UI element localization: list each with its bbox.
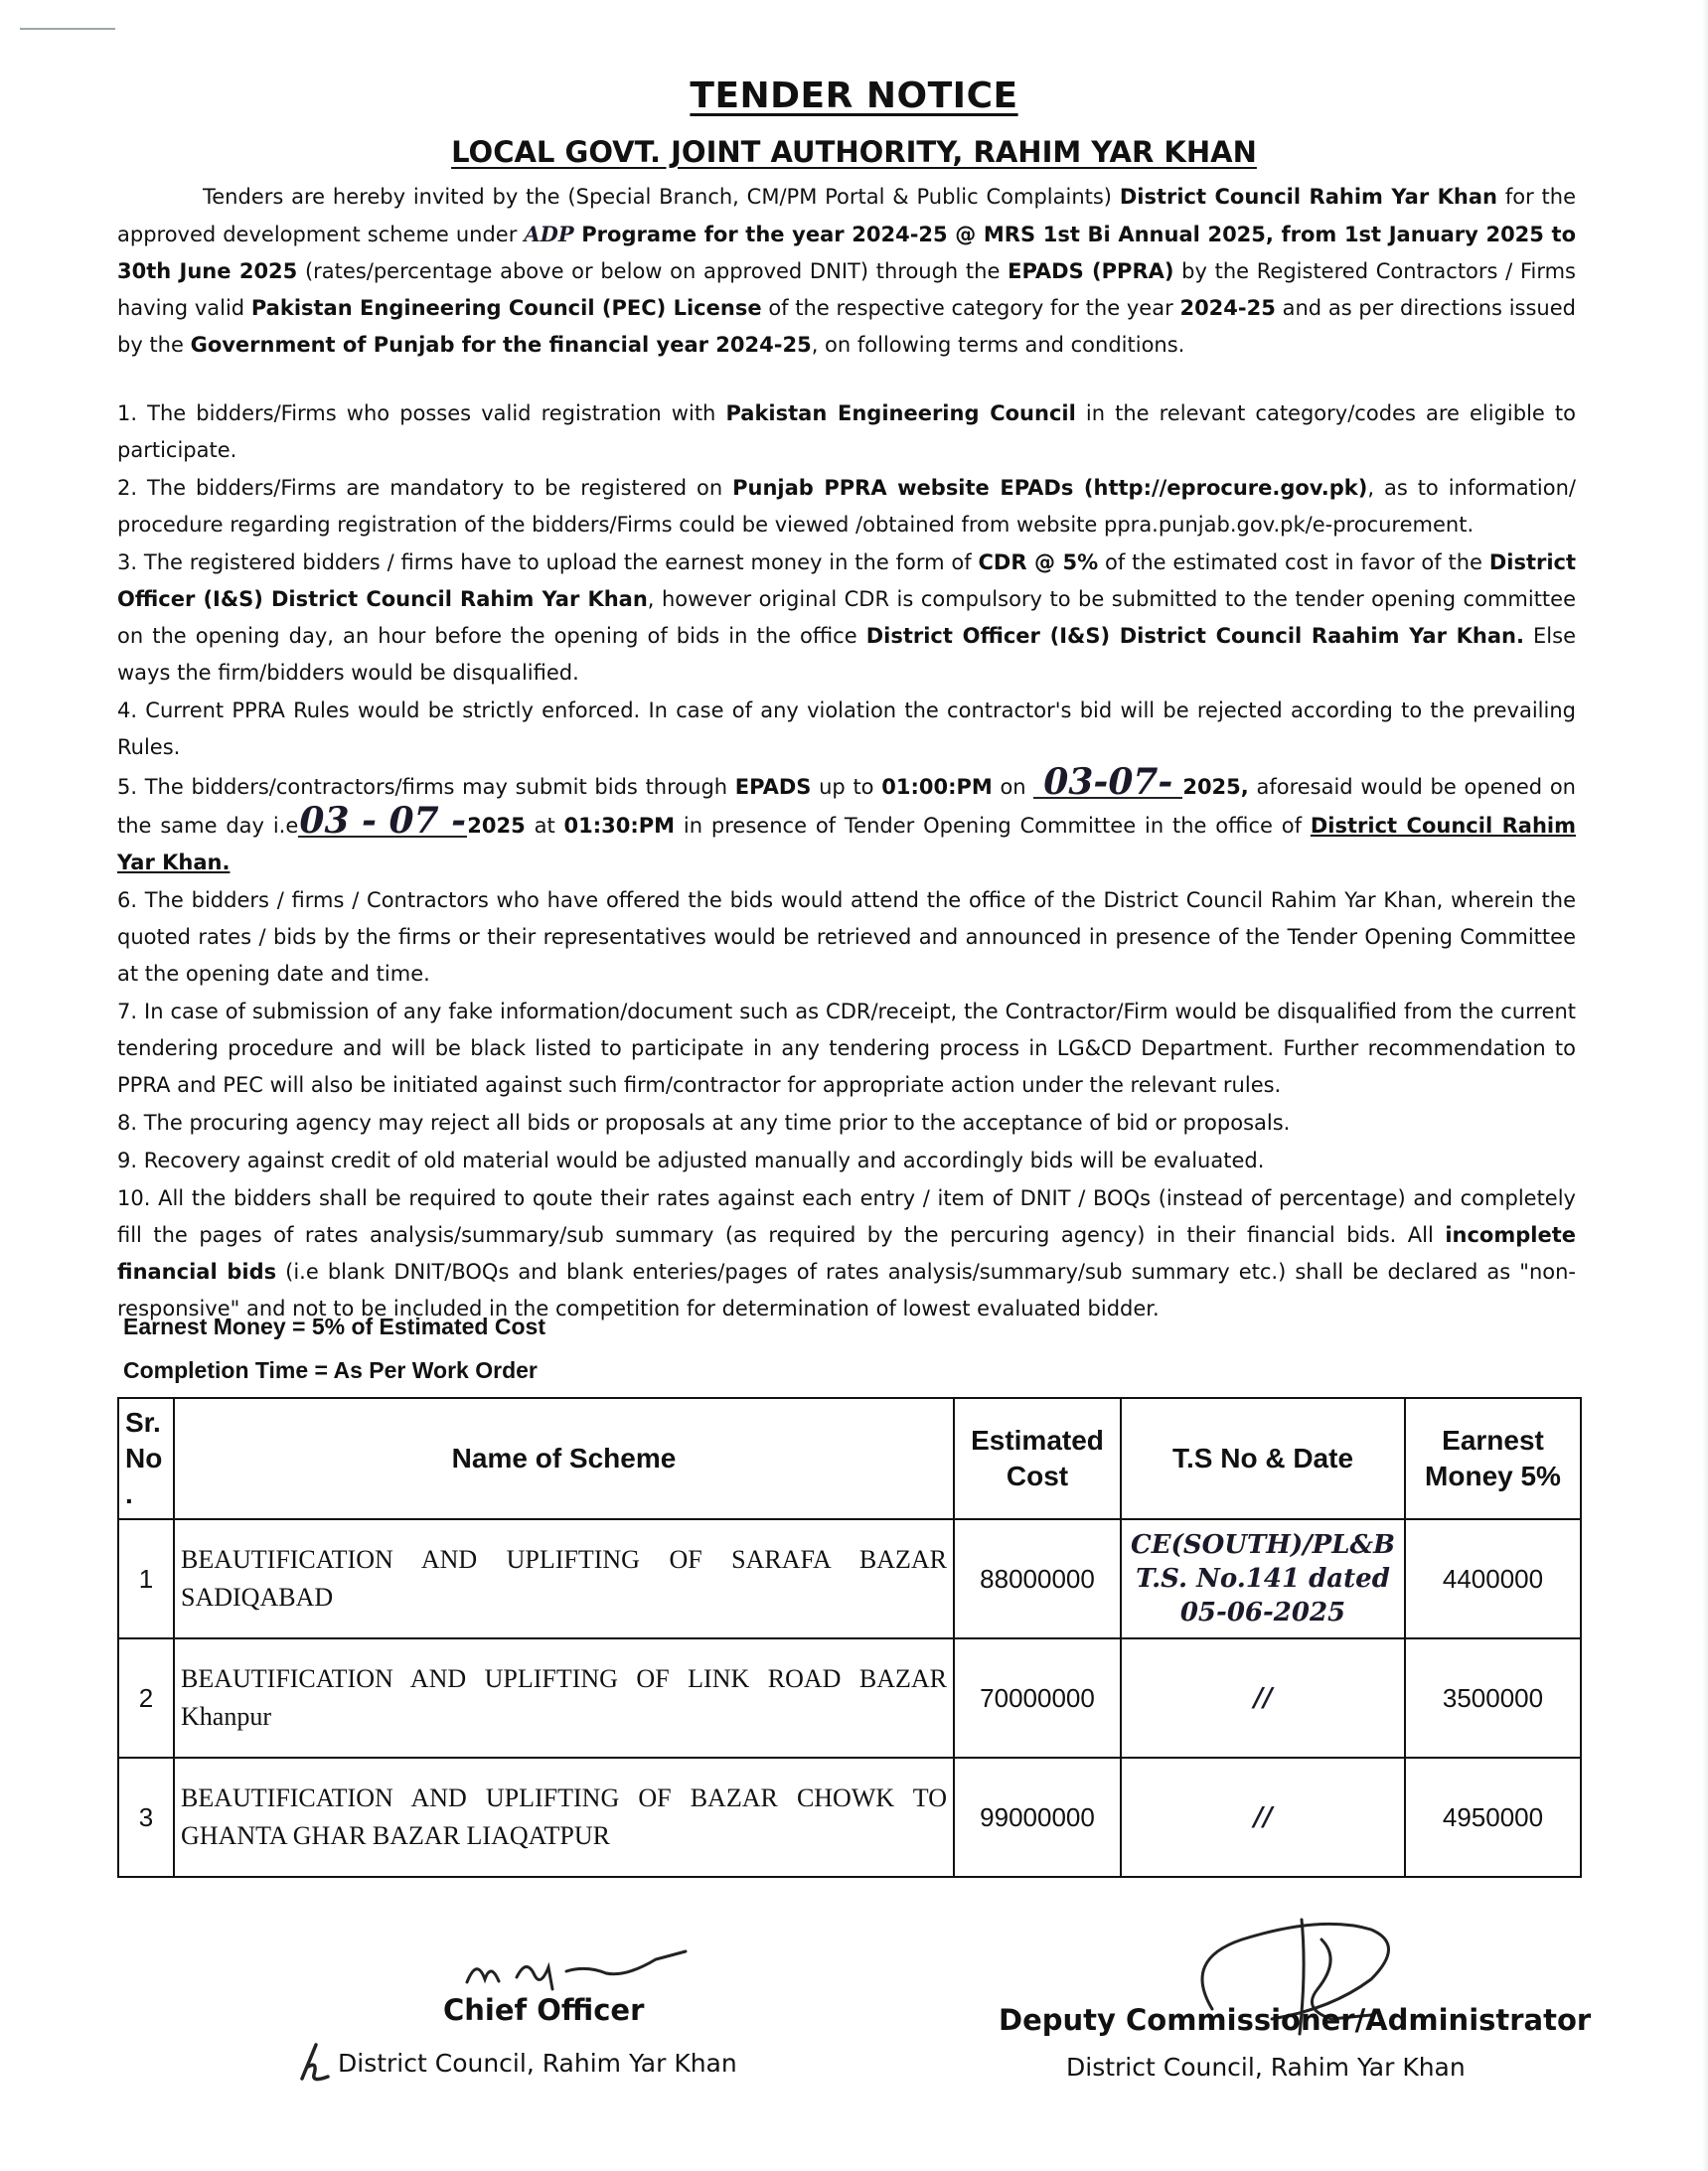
row-cost: 99000000 — [954, 1758, 1121, 1877]
earnest-money-line: Earnest Money = 5% of Estimated Cost — [123, 1314, 545, 1339]
ts-line-3: 05-06-2025 — [1179, 1598, 1346, 1628]
table-row — [118, 1519, 1581, 1638]
terms-list — [117, 395, 1576, 1328]
handwritten-date-1: 03-07- — [1033, 767, 1182, 799]
deputy-commissioner-title: Deputy Commissioner/Administrator — [999, 2003, 1592, 2037]
term-7: 7. In case of submission of any fake information/document such as CDR/receipt, the Contractor/Firm would be disqualified from the current tendering procedure and will be black listed to participate in any tendering process in LG&CD Department. Further recommendation to PPRA and PEC will also be initiated against such firm/contractor for appropriate action under the relevant rules. — [117, 1000, 1576, 1097]
term-9: 9. Recovery against credit of old material would be adjusted manually and accordingly bids will be evaluated. — [117, 1149, 1265, 1172]
schemes-table — [117, 1397, 1582, 1878]
handwritten-adp: ADP — [524, 222, 574, 246]
row-earnest: 3500000 — [1405, 1638, 1581, 1758]
row-scheme-name: BEAUTIFICATION AND UPLIFTING OF LINK ROAD BAZAR Khanpur — [174, 1638, 954, 1758]
row-cost: 70000000 — [954, 1638, 1121, 1758]
table-header-row — [118, 1398, 1581, 1519]
row-scheme-name: BEAUTIFICATION AND UPLIFTING OF SARAFA BAZAR SADIQABAD — [174, 1519, 954, 1638]
table-row — [118, 1638, 1581, 1758]
header-cost: Estimated Cost — [954, 1398, 1121, 1519]
chief-officer-office: District Council, Rahim Yar Khan — [338, 2049, 737, 2078]
page-title: TENDER NOTICE — [690, 76, 1018, 116]
ts-line-1: CE(SOUTH)/PL&B — [1131, 1530, 1395, 1560]
completion-time-line: Completion Time = As Per Work Order — [123, 1357, 538, 1383]
term-5: 5. The bidders/contractors/firms may submit bids through EPADS up to 01:00:PM on 03-07- 2025, aforesaid would be opened on the same day i.e03 - 07 -2025 at 01:30:PM in presence of Tender Opening Committee in the office of District Council Rahim Yar Khan. — [117, 761, 1576, 874]
row-earnest: 4400000 — [1405, 1519, 1581, 1638]
page-subtitle: LOCAL GOVT. JOINT AUTHORITY, RAHIM YAR KHAN — [451, 135, 1257, 169]
scan-corner-mark — [20, 28, 115, 30]
row-srno: 3 — [118, 1758, 174, 1877]
term-6: 6. The bidders / firms / Contractors who have offered the bids would attend the office of the District Council Rahim Yar Khan, wherein the quoted rates / bids by the firms or their representatives would be retrieved and announced in presence of the Tender Opening Committee at the opening date and time. — [117, 888, 1576, 986]
row-ts — [1121, 1519, 1405, 1638]
handwritten-date-2: 03 - 07 - — [299, 800, 467, 842]
term-8: 8. The procuring agency may reject all bids or proposals at any time prior to the acceptance of bid or proposals. — [117, 1111, 1291, 1135]
header-earnest: Earnest Money 5% — [1405, 1398, 1581, 1519]
row-ts: // — [1121, 1638, 1405, 1758]
deputy-commissioner-office: District Council, Rahim Yar Khan — [1066, 2053, 1466, 2082]
intro-paragraph: Tenders are hereby invited by the (Special Branch, CM/PM Portal & Public Complaints) District Council Rahim Yar Khan for the approved development scheme under ADP Programe for the year 2024-25 @ MRS 1st Bi Annual 2025, from 1st January 2025 to 30th June 2025 (rates/percentage above or below on approved DNIT) through the EPADS (PPRA) by the Registered Contractors / Firms having valid Pakistan Engineering Council (PEC) License of the respective category for the year 2024-25 and as per directions issued by the Government of Punjab for the financial year 2024-25, on following terms and conditions. — [117, 185, 1576, 357]
initial-mark — [294, 2039, 334, 2085]
term-10: 10. All the bidders shall be required to qoute their rates against each entry / item of DNIT / BOQs (instead of percentage) and completely fill the pages of rates analysis/summary/sub summary (as required by the percuring agency) in their financial bids. All incomplete financial bids (i.e blank DNIT/BOQs and blank enteries/pages of rates analysis/summary/sub summary etc.) shall be declared as "non-responsive" and not to be included in the competition for determination of lowest evaluated bidder. — [117, 1186, 1576, 1320]
row-earnest: 4950000 — [1405, 1758, 1581, 1877]
term-3: 3. The registered bidders / firms have to upload the earnest money in the form of CDR @ 5% of the estimated cost in favor of the District Officer (I&S) District Council Rahim Yar Khan, however original CDR is compulsory to be submitted to the tender opening committee on the opening day, an hour before the opening of bids in the office District Officer (I&S) District Council Raahim Yar Khan. Else ways the firm/bidders would be disqualified. — [117, 550, 1577, 685]
row-srno: 1 — [118, 1519, 174, 1638]
header-name: Name of Scheme — [174, 1398, 954, 1519]
term-4: 4. Current PPRA Rules would be strictly enforced. In case of any violation the contractor's bid will be rejected according to the prevailing Rules. — [117, 698, 1576, 759]
header-srno: Sr. No . — [118, 1398, 174, 1519]
header-ts: T.S No & Date — [1121, 1398, 1405, 1519]
term-2: 2. The bidders/Firms are mandatory to be registered on Punjab PPRA website EPADs (http://eprocure.gov.pk), as to information/ procedure regarding registration of the bidders/Firms could be viewed /obtained from website ppra.punjab.gov.pk/e-procurement. — [117, 476, 1576, 537]
row-cost: 88000000 — [954, 1519, 1121, 1638]
row-ts: // — [1121, 1758, 1405, 1877]
ts-line-2: T.S. No.141 dated — [1136, 1564, 1390, 1594]
chief-officer-title: Chief Officer — [443, 1993, 645, 2027]
row-scheme-name: BEAUTIFICATION AND UPLIFTING OF BAZAR CHOWK TO GHANTA GHAR BAZAR LIAQATPUR — [174, 1758, 954, 1877]
term-1: 1. The bidders/Firms who posses valid registration with Pakistan Engineering Council in the relevant category/codes are eligible to participate. — [117, 401, 1577, 462]
row-srno: 2 — [118, 1638, 174, 1758]
table-row — [118, 1758, 1581, 1877]
scan-edge — [1702, 0, 1708, 2171]
